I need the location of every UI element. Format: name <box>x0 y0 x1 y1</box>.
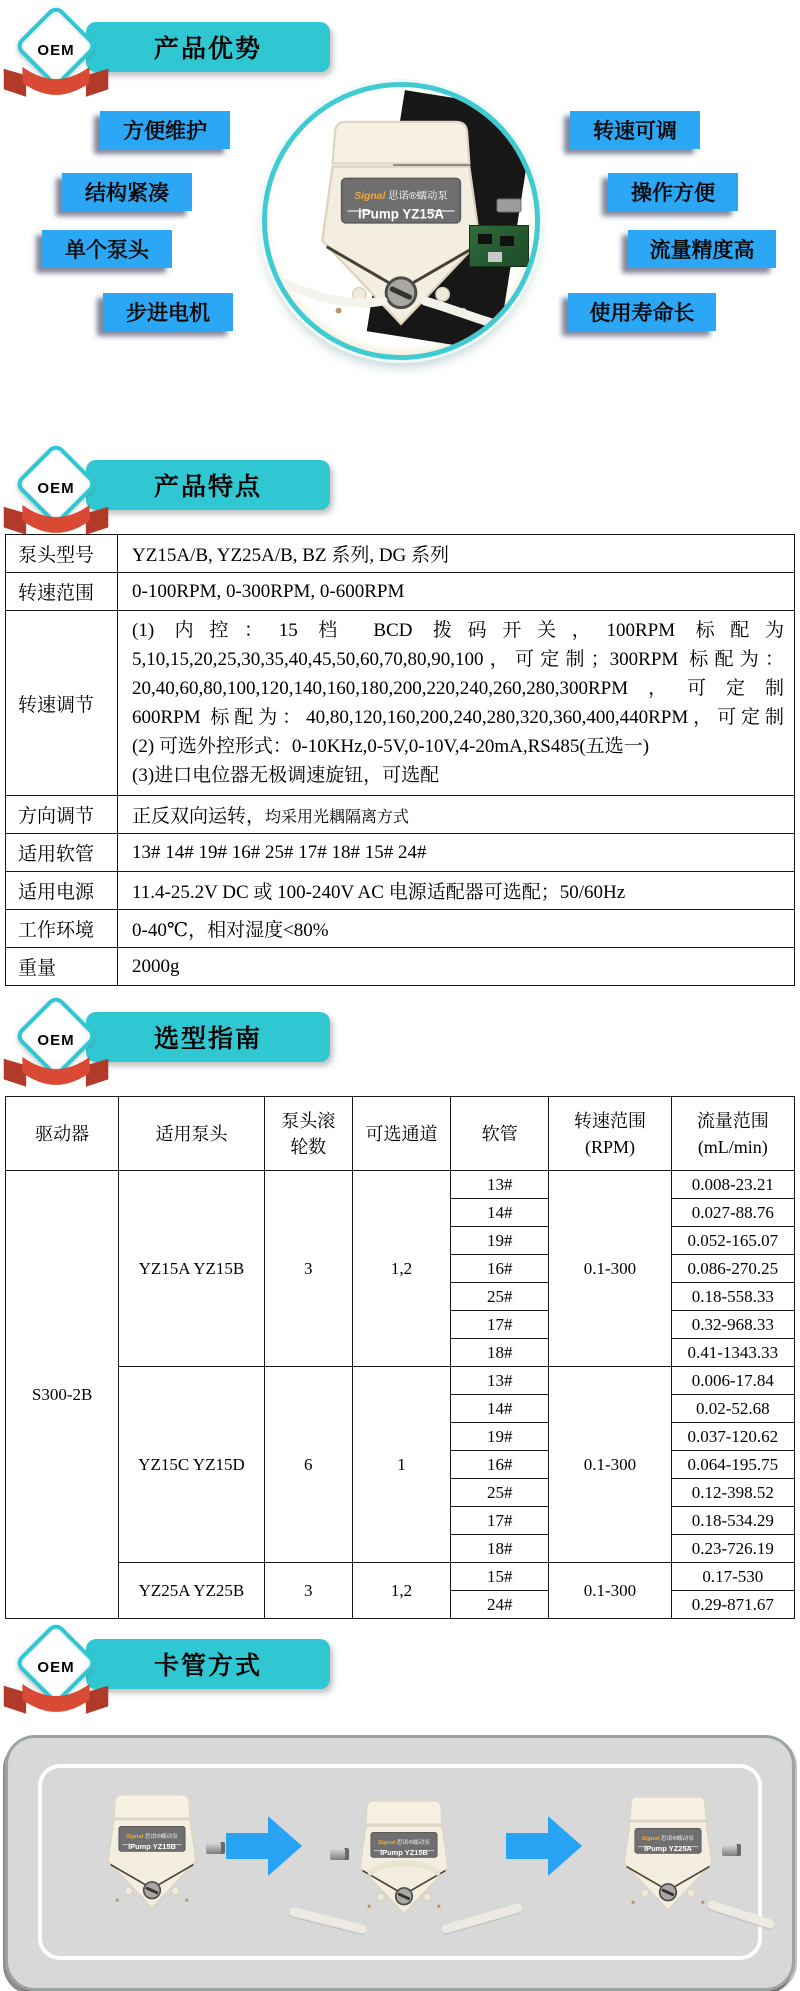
section-header-clamp <box>0 1627 800 1713</box>
feature-value: 0-40℃，相对湿度<80% <box>118 910 795 948</box>
features-table <box>5 534 795 986</box>
feature-tag: 结构紧凑 <box>62 173 192 211</box>
tube-cell: 16# <box>451 1451 549 1479</box>
pcb-board <box>469 225 529 267</box>
tube-cell: 17# <box>451 1507 549 1535</box>
advantages-hero <box>0 96 800 448</box>
table-row <box>6 796 795 834</box>
pump-step-2 <box>346 1796 462 1920</box>
table-row <box>6 872 795 910</box>
feature-tag: 流量精度高 <box>628 230 776 268</box>
pump-image <box>94 1790 210 1914</box>
flow-cell: 0.17-530 <box>671 1563 794 1591</box>
clamp-illustration-panel <box>5 1735 795 1991</box>
tube-cell: 18# <box>451 1535 549 1563</box>
section-title-bar <box>86 22 330 72</box>
rpm-cell: 0.1-300 <box>549 1367 671 1563</box>
feature-tag: 方便维护 <box>100 111 230 149</box>
pump-image <box>346 1796 462 1920</box>
rpm-cell: 0.1-300 <box>549 1563 671 1619</box>
flow-cell: 0.006-17.84 <box>671 1367 794 1395</box>
guide-header-cell: 软管 <box>451 1097 549 1171</box>
oem-badge <box>8 444 108 548</box>
feature-label: 转速调节 <box>6 611 118 796</box>
table-row <box>6 611 795 796</box>
channels-cell: 1,2 <box>352 1171 450 1367</box>
rpm-cell: 0.1-300 <box>549 1171 671 1367</box>
svg-text:Signal 思诺®蠕动泵: Signal 思诺®蠕动泵 <box>125 1834 179 1841</box>
flow-cell: 0.02-52.68 <box>671 1395 794 1423</box>
tube-cell: 24# <box>451 1591 549 1619</box>
guide-header-cell: 驱动器 <box>6 1097 119 1171</box>
svg-text:Signal 思诺®蠕动泵: Signal 思诺®蠕动泵 <box>641 1836 695 1843</box>
feature-value: 13# 14# 19# 16# 25# 17# 18# 15# 24# <box>118 834 795 872</box>
section-title: 卡管方式 <box>153 1652 262 1680</box>
pump-cell: YZ25A YZ25B <box>119 1563 264 1619</box>
rollers-cell: 3 <box>264 1171 352 1367</box>
oem-label: OEM <box>37 1032 75 1049</box>
tube-cell: 13# <box>451 1367 549 1395</box>
table-row <box>6 1367 795 1395</box>
tube-cell: 18# <box>451 1339 549 1367</box>
oem-badge <box>8 1623 108 1727</box>
ribbon-icon <box>0 58 112 102</box>
flow-cell: 0.064-195.75 <box>671 1451 794 1479</box>
pump-cell: YZ15C YZ15D <box>119 1367 264 1563</box>
oem-label: OEM <box>37 480 75 497</box>
flow-cell: 0.027-88.76 <box>671 1199 794 1227</box>
feature-label: 重量 <box>6 948 118 986</box>
tube-cell: 25# <box>451 1479 549 1507</box>
oem-label: OEM <box>37 1659 75 1676</box>
feature-value: YZ15A/B, YZ25A/B, BZ 系列, DG 系列 <box>118 535 795 573</box>
ribbon-icon <box>0 1675 112 1719</box>
flow-cell: 0.41-1343.33 <box>671 1339 794 1367</box>
driver-cell: S300-2B <box>6 1171 119 1619</box>
rollers-cell: 3 <box>264 1563 352 1619</box>
channels-cell: 1 <box>352 1367 450 1563</box>
section-title: 产品特点 <box>153 473 262 501</box>
flow-cell: 0.18-534.29 <box>671 1507 794 1535</box>
tube-cell: 13# <box>451 1171 549 1199</box>
tube-cell: 19# <box>451 1227 549 1255</box>
tube-cell: 25# <box>451 1283 549 1311</box>
oem-badge <box>8 996 108 1100</box>
pump-model-label: iPump YZ25A <box>644 1843 692 1853</box>
flow-cell: 0.23-726.19 <box>671 1535 794 1563</box>
guide-header-cell: 流量范围 (mL/min) <box>671 1097 794 1171</box>
flow-cell: 0.052-165.07 <box>671 1227 794 1255</box>
guide-header-cell: 适用泵头 <box>119 1097 264 1171</box>
table-row <box>6 573 795 611</box>
flow-cell: 0.086-270.25 <box>671 1255 794 1283</box>
table-header-row <box>6 1097 795 1171</box>
pump-model-label: iPump YZ15B <box>380 1847 428 1857</box>
pump-cell: YZ15A YZ15B <box>119 1171 264 1367</box>
table-row <box>6 535 795 573</box>
tube-cell: 17# <box>451 1311 549 1339</box>
table-row <box>6 1171 795 1199</box>
selection-guide-table <box>5 1096 795 1619</box>
flow-cell: 0.32-968.33 <box>671 1311 794 1339</box>
tube-cell: 14# <box>451 1395 549 1423</box>
svg-text:Signal 思诺®蠕动泵: Signal 思诺®蠕动泵 <box>354 191 448 203</box>
feature-value: 2000g <box>118 948 795 986</box>
feature-tag: 转速可调 <box>570 111 700 149</box>
section-title-bar <box>86 460 330 510</box>
guide-header-cell: 可选通道 <box>352 1097 450 1171</box>
table-row <box>6 834 795 872</box>
feature-label: 工作环境 <box>6 910 118 948</box>
feature-label: 适用软管 <box>6 834 118 872</box>
table-row <box>6 1563 795 1591</box>
tube-connector <box>330 1848 349 1860</box>
section-title-bar <box>86 1012 330 1062</box>
pump-model-label: iPump YZ15B <box>128 1841 176 1851</box>
section-title: 产品优势 <box>153 35 262 63</box>
arrow-right-icon <box>226 1816 302 1876</box>
pump-step-1 <box>94 1790 210 1914</box>
feature-tag: 步进电机 <box>103 293 233 331</box>
feature-value: (1) 内控：15 档 BCD 拨码开关，100RPM 标配为 5,10,15,20,25,30,35,40,45,50,60,70,80,90,100，可定制；300RPM 标配为： 20,40,60,80,100,120,140,160,180,200,220,240,260,280,300RPM，可定制 600RPM 标配为：40,80,120,160,200,240,280,320,360,400,440RPM，可定制 (2) 可选外控形式：0-10KHz,0-5V,0-10V,4-20mA,RS485(五选一) (3)进口电位器无极调速旋钮，可选配 <box>118 611 795 796</box>
pump-model-label: iPump YZ15A <box>358 206 444 222</box>
ribbon-icon <box>0 1048 112 1092</box>
feature-label: 适用电源 <box>6 872 118 910</box>
pump-image <box>610 1792 726 1916</box>
feature-label: 转速范围 <box>6 573 118 611</box>
flow-cell: 0.12-398.52 <box>671 1479 794 1507</box>
feature-label: 泵头型号 <box>6 535 118 573</box>
guide-header-cell: 转速范围 (RPM) <box>549 1097 671 1171</box>
section-title: 选型指南 <box>153 1025 262 1053</box>
flow-cell: 0.037-120.62 <box>671 1423 794 1451</box>
oem-badge <box>8 6 108 110</box>
arrow-right-icon <box>506 1816 582 1876</box>
pump-photo-circle <box>262 82 540 360</box>
tube-connector <box>722 1844 741 1856</box>
channels-cell: 1,2 <box>352 1563 450 1619</box>
section-header-features <box>0 448 800 534</box>
flow-cell: 0.008-23.21 <box>671 1171 794 1199</box>
tube-cell: 16# <box>451 1255 549 1283</box>
tube-cell: 19# <box>451 1423 549 1451</box>
section-header-guide <box>0 1000 800 1086</box>
table-row <box>6 910 795 948</box>
section-title-bar <box>86 1639 330 1689</box>
feature-value: 正反双向运转，均采用光耦隔离方式 <box>118 796 795 834</box>
tube-cell: 14# <box>451 1199 549 1227</box>
rollers-cell: 6 <box>264 1367 352 1563</box>
feature-value: 11.4-25.2V DC 或 100-240V AC 电源适配器可选配；50/60Hz <box>118 872 795 910</box>
ribbon-icon <box>0 496 112 540</box>
tube-cell: 15# <box>451 1563 549 1591</box>
table-row <box>6 948 795 986</box>
oem-label: OEM <box>37 42 75 59</box>
guide-header-cell: 泵头滚 轮数 <box>264 1097 352 1171</box>
flow-cell: 0.18-558.33 <box>671 1283 794 1311</box>
tube-connector <box>206 1842 225 1854</box>
feature-label: 方向调节 <box>6 796 118 834</box>
pump-step-3 <box>610 1792 726 1916</box>
feature-tag: 单个泵头 <box>42 230 172 268</box>
feature-value: 0-100RPM, 0-300RPM, 0-600RPM <box>118 573 795 611</box>
feature-tag: 操作方便 <box>608 173 738 211</box>
flow-cell: 0.29-871.67 <box>671 1591 794 1619</box>
svg-text:Signal 思诺®蠕动泵: Signal 思诺®蠕动泵 <box>377 1840 431 1847</box>
feature-tag: 使用寿命长 <box>568 293 716 331</box>
